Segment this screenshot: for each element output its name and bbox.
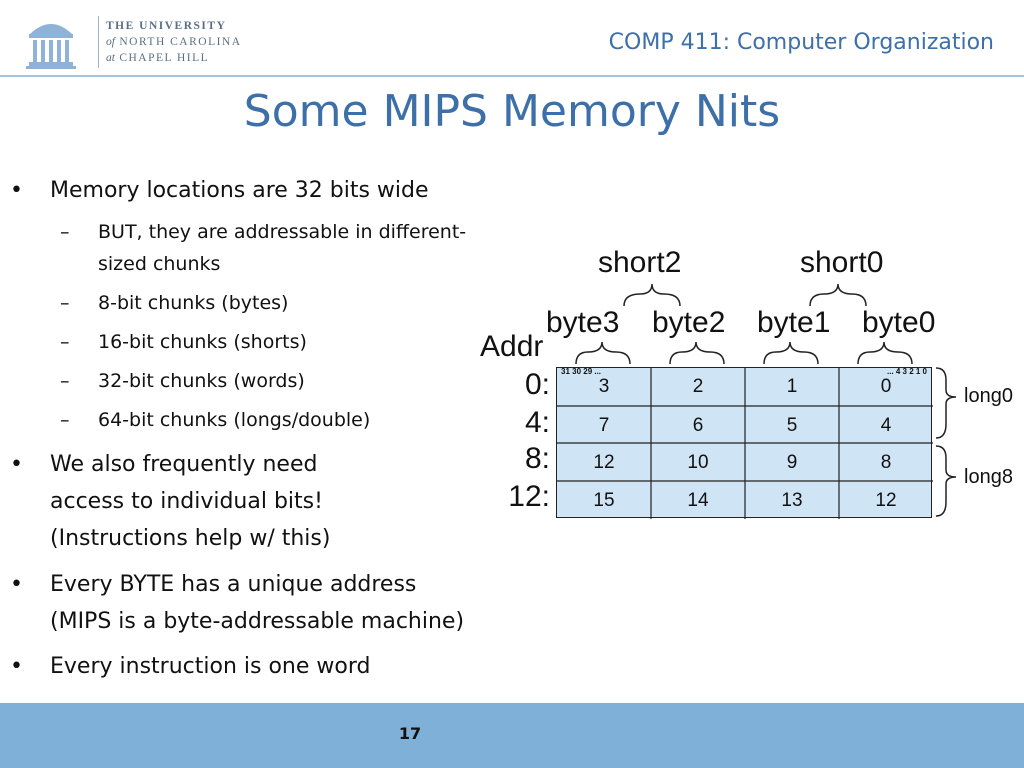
university-line3-prefix: at [106,52,115,64]
bullet-text: Every BYTE has a unique address [50,572,417,597]
sub-bullet-text: 32-bit chunks (words) [98,370,305,392]
memory-cell: 8 [880,452,892,473]
memory-cell: 4 [880,415,892,436]
bullet-text: (MIPS is a byte-addressable machine) [50,609,465,634]
long0-brace-icon [936,368,956,438]
memory-cell: 0 [880,376,892,397]
sub-bullet-marker: – [60,409,70,431]
sub-bullet-text: 64-bit chunks (longs/double) [98,409,371,431]
bullet-marker: • [10,572,23,597]
memory-cell: 5 [786,415,798,436]
memory-cell: 13 [781,490,803,511]
address-8: 8: [524,442,550,475]
byte2-brace-icon [670,342,724,364]
byte2-label: byte2 [652,306,726,339]
long0-label: long0 [964,385,1013,407]
university-line2-text: NORTH CAROLINA [119,36,242,48]
university-name [106,18,242,66]
university-line3-text: CHAPEL HILL [119,52,210,64]
short2-label: short2 [598,246,682,279]
byte3-label: byte3 [546,306,620,339]
memory-cell: 6 [692,415,704,436]
long8-label: long8 [964,466,1013,488]
bullet-text: access to individual bits! [50,489,323,514]
memory-cell: 15 [593,490,615,511]
memory-grid [556,367,932,518]
short2-brace-icon [624,284,680,306]
memory-cell: 3 [598,376,610,397]
bit-label-lsb: ... 4 3 2 1 0 [886,367,927,376]
header-divider [0,75,1024,77]
memory-cell: 12 [875,490,897,511]
sub-bullet-marker: – [60,331,70,353]
sub-bullet-marker: – [60,292,70,314]
brace-group [540,276,940,372]
sub-bullet-text: BUT, they are addressable in different- [98,221,467,243]
course-title: COMP 411: Computer Organization [608,30,994,55]
memory-cell: 14 [687,490,709,511]
address-12: 12: [508,480,550,513]
old-well-logo-icon [26,14,76,70]
memory-cell: 1 [786,376,798,397]
sub-bullet-marker: – [60,221,70,243]
address-0: 0: [524,368,550,401]
bullet-text: We also frequently need [50,452,318,477]
bullet-text: Every instruction is one word [50,654,371,679]
memory-cell: 7 [598,415,610,436]
bullet-marker: • [10,654,23,679]
short0-label: short0 [800,246,884,279]
university-line1: THE UNIVERSITY [106,20,227,32]
memory-cell: 9 [786,452,798,473]
byte0-brace-icon [858,342,912,364]
bullet-marker: • [10,452,23,477]
sub-bullet-text: 8-bit chunks (bytes) [98,292,289,314]
byte0-label: byte0 [862,306,936,339]
address-4: 4: [524,406,550,439]
university-line3 [106,50,242,66]
long8-brace-icon [936,446,956,516]
byte1-brace-icon [764,342,818,364]
logo-divider [98,16,99,68]
memory-cell: 10 [687,452,709,473]
short0-brace-icon [810,284,866,306]
byte1-label: byte1 [757,306,831,339]
addr-label: Addr [480,330,544,363]
memory-cell: 2 [692,376,704,397]
bullet-marker: • [10,178,23,203]
university-logo [26,12,266,72]
page-number: 17 [398,724,422,743]
sub-bullet-text: 16-bit chunks (shorts) [98,331,307,353]
sub-bullet-text: sized chunks [98,253,221,275]
bit-label-msb: 31 30 29 ... [561,367,602,376]
bullet-text: (Instructions help w/ this) [50,526,331,551]
sub-bullet-marker: – [60,370,70,392]
memory-cell: 12 [593,452,615,473]
byte3-brace-icon [576,342,630,364]
bullet-text: Memory locations are 32 bits wide [50,178,429,203]
university-line2-prefix: of [106,36,115,48]
slide-title: Some MIPS Memory Nits [243,86,781,137]
university-line2 [106,34,242,50]
